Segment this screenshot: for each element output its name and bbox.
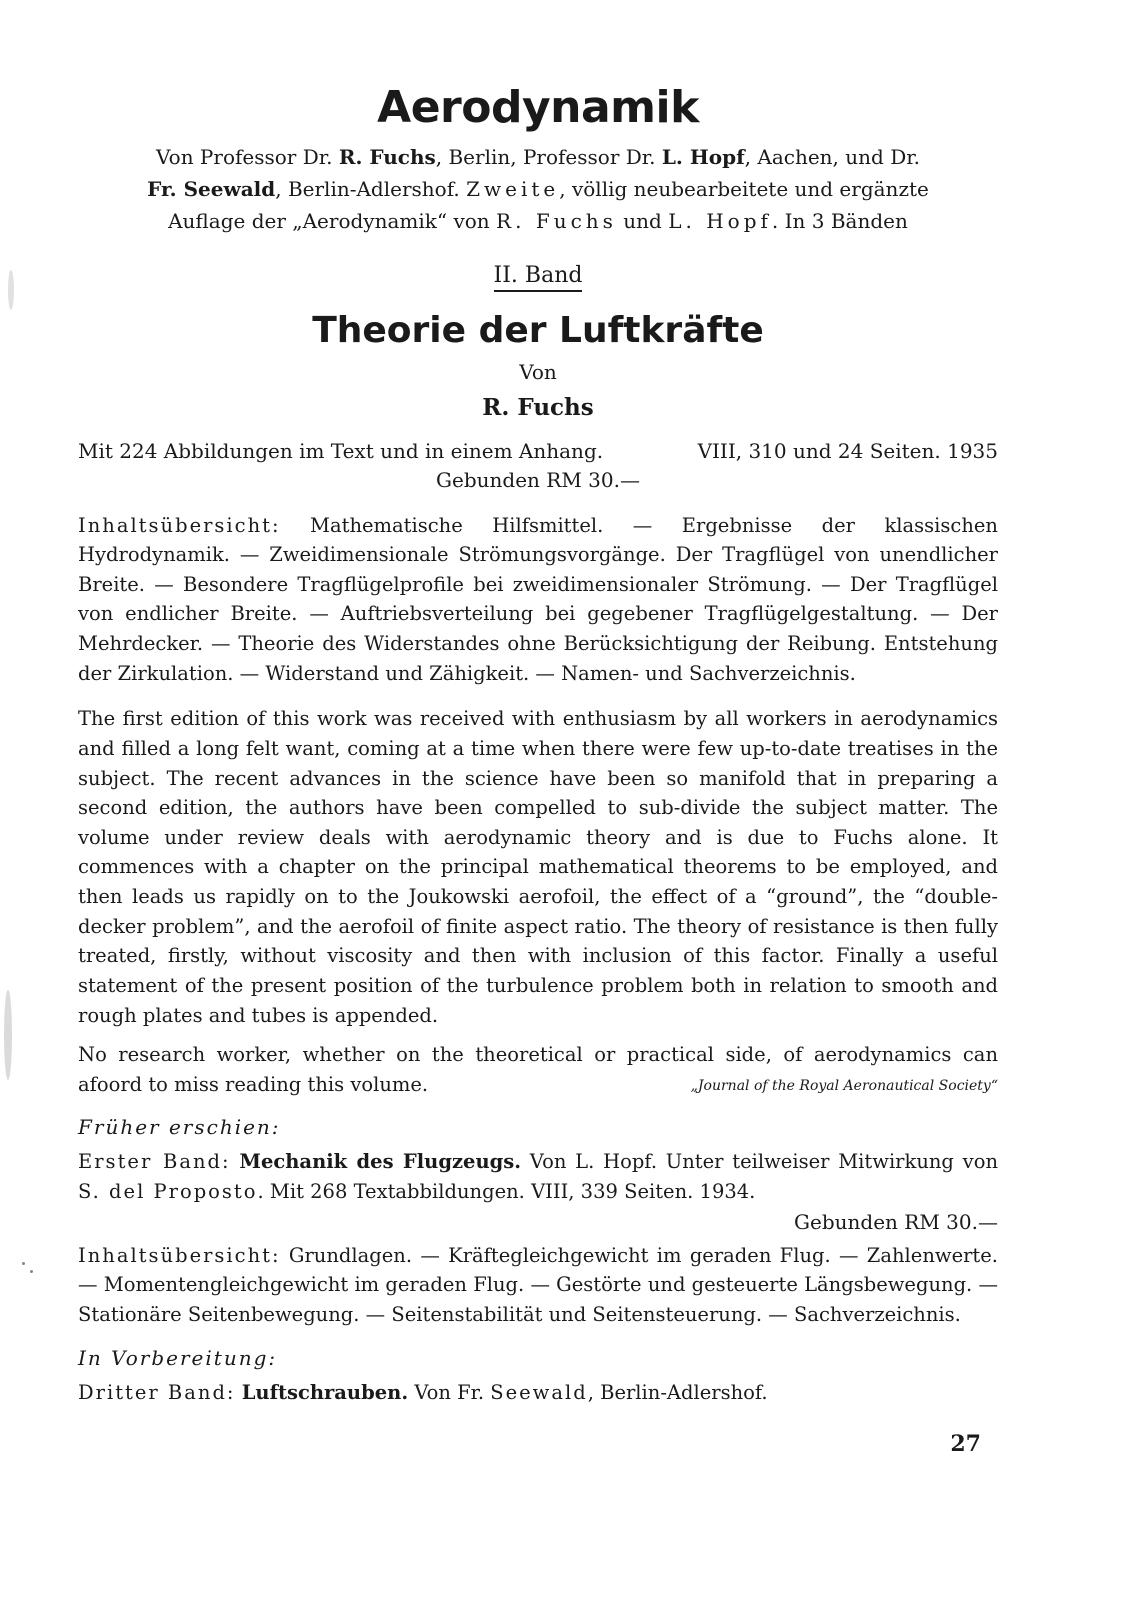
preparation-label: In Vorbereitung: <box>78 1345 278 1370</box>
author-fuchs: R. Fuchs <box>338 144 436 169</box>
volume-title: Theorie der Luftkräfte <box>312 310 764 352</box>
review-conclusion <box>78 1040 998 1099</box>
scan-speck <box>4 990 12 1080</box>
contents2-label: Inhaltsübersicht: <box>78 1243 281 1267</box>
publication-details <box>78 437 998 465</box>
authors-text: Von Professor Dr. <box>156 144 339 169</box>
first-volume-label: Erster Band: <box>78 1150 231 1174</box>
authors-text: und <box>616 208 669 233</box>
pages-year-info: VIII, 310 und 24 Seiten. 1935 <box>697 438 998 463</box>
price: Gebunden RM 30.— <box>436 467 640 492</box>
authors-text: , Aachen, und Dr. <box>744 144 920 169</box>
contents-paragraph <box>78 511 998 689</box>
author-fuchs-spaced: R. Fuchs <box>496 208 617 233</box>
first-volume-text: Von L. Hopf. Unter teilweiser Mitwirkung von <box>521 1150 999 1174</box>
scan-speck <box>22 1262 25 1265</box>
authors-text: , völlig neubearbeitete und ergänzte Auflage der „Aerodynamik“ von <box>168 176 929 233</box>
contents2-text: Grundlagen. — Kräftegleichgewicht im geraden Flug. — Zahlenwerte. — Momentengleichgewicht im geraden Flug. — Gestörte und gesteuerte Längsbewegung. — Stationäre Seitenbewegung. — Seitenstabilität und Seitensteuerung. — Sachverzeichnis. <box>78 1243 998 1326</box>
contents-label: Inhaltsübersicht: <box>78 513 281 537</box>
author-seewald: Fr. Seewald <box>147 176 276 201</box>
page-content <box>78 82 998 1407</box>
first-volume-title: Mechanik des Flugzeugs. <box>239 1150 522 1174</box>
review-conclusion-text: No research worker, whether on the theoretical or practical side, of aerodynamics can afoord to miss reading this volume. <box>78 1043 998 1096</box>
authors-text: , Berlin-Adlershof. <box>275 176 467 201</box>
page-number: 27 <box>950 1431 981 1457</box>
third-volume-author: Seewald <box>490 1380 588 1404</box>
contents-text: Mathematische Hilfsmittel. — Ergebnisse der klassischen Hydrodynamik. — Zweidimensionale Strömungsvorgänge. Der Tragflügel von unendlicher Breite. — Besondere Tragflügelprofile bei zweidimensionaler Strömung. — Der Tragflügel von endlicher Breite. — Auftriebsverteilung bei gegebener Tragflügelgestaltung. — Der Mehrdecker. — Theorie des Widerstandes ohne Berücksichtigung der Reibung. Entstehung der Zirkulation. — Widerstand und Zähigkeit. — Namen- und Sachverzeichnis. <box>78 513 998 685</box>
first-volume-price: Gebunden RM 30.— <box>794 1209 998 1234</box>
authors-text: , Berlin, Professor Dr. <box>435 144 662 169</box>
authors-text: . In 3 Bänden <box>771 208 908 233</box>
third-volume-text: Von Fr. <box>408 1380 491 1404</box>
third-volume-text: , Berlin-Adlershof. <box>587 1380 768 1404</box>
first-volume-entry <box>78 1147 998 1206</box>
book-title: Aerodynamik <box>377 82 699 133</box>
author-hopf-spaced: L. Hopf <box>668 208 772 233</box>
by-label: Von <box>519 360 557 385</box>
scan-speck <box>8 270 14 310</box>
authors-line <box>118 141 958 237</box>
review-paragraph: The first edition of this work was received with enthusiasm by all workers in aerodynamics and filled a long felt want, coming at a time when there were few up-to-date treatises in the subject. The recent advances in the science have been so manifold that in preparing a second edition, the authors have been compelled to sub-divide the subject matter. The volume under review deals with aerodynamic theory and is due to Fuchs alone. It commences with a chapter on the principal mathematical theorems to be employed, and then leads us rapidly on to the Joukowski aerofoil, the effect of a “ground”, the “double-decker problem”, and the aerofoil of finite aspect ratio. The theory of resistance is then fully treated, firstly, without viscosity and then with inclusion of this factor. Finally a useful statement of the present position of the turbulence problem both in relation to smooth and rough plates and tubes is appended. <box>78 707 998 1027</box>
review-source: „Journal of the Royal Aeronautical Society“ <box>690 1077 998 1094</box>
earlier-label: Früher erschien: <box>78 1115 281 1140</box>
author-hopf: L. Hopf <box>661 144 745 169</box>
illustrations-info: Mit 224 Abbildungen im Text und in einem Anhang. <box>78 438 604 463</box>
edition-word: Zweite <box>466 176 560 201</box>
contents2-paragraph <box>78 1241 998 1330</box>
third-volume-label: Dritter Band: <box>78 1380 236 1404</box>
first-volume-text: . Mit 268 Textabbildungen. VIII, 339 Seiten. 1934. <box>257 1180 756 1204</box>
volume-author: R. Fuchs <box>482 394 594 422</box>
coauthor: S. del Proposto <box>78 1180 258 1204</box>
volume-heading <box>78 263 998 289</box>
third-volume-title: Luftschrauben. <box>241 1380 409 1404</box>
volume-label: II. Band <box>494 263 583 292</box>
scan-speck <box>30 1270 33 1273</box>
third-volume-entry <box>78 1378 998 1408</box>
